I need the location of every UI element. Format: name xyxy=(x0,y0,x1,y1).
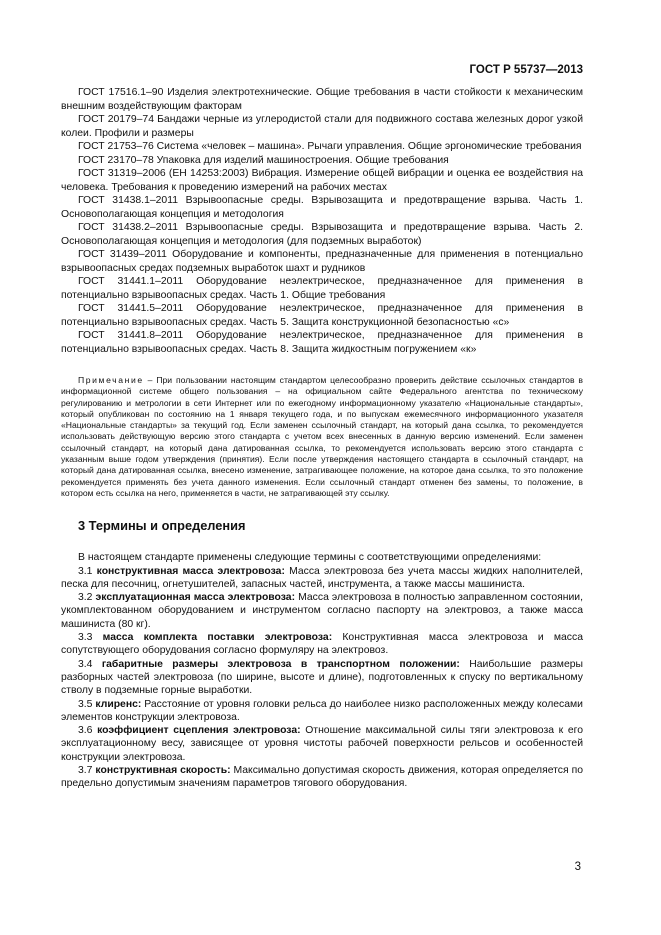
term-definition xyxy=(61,764,583,791)
terms-list xyxy=(61,551,583,790)
term-number: 3.4 xyxy=(78,658,102,670)
term-number: 3.3 xyxy=(78,632,103,644)
normative-references-list xyxy=(61,86,583,356)
reference-item: ГОСТ 23170–78 Упаковка для изделий машиностроения. Общие требования xyxy=(78,154,449,166)
reference-item: ГОСТ 31441.1–2011 Оборудование неэлектрическое, предназначенное для применения в потенциально взрывоопасных средах. Часть 1. Общие требования xyxy=(61,276,583,301)
term-definition xyxy=(61,591,583,631)
term-name: конструктивная масса электровоза: xyxy=(96,565,285,577)
reference-item: ГОСТ 31439–2011 Оборудование и компоненты, предназначенные для применения в потенциально взрывоопасных средах подземных выработок шахт и рудников xyxy=(61,249,583,274)
term-text: Наибольшие размеры разборных частей электровоза (по ширине, высоте и длине), подготовленных к спуску по вертикальному стволу в подземные горные выработки. xyxy=(61,658,583,697)
term-number: 3.6 xyxy=(78,725,98,737)
term-text: Масса электровоза без учета массы жидких наполнителей, песка для песочниц, огнетушителей, запасных частей, инструмента, а также массы машиниста. xyxy=(61,565,583,590)
section-title: 3 Термины и определения xyxy=(78,518,246,534)
term-definition xyxy=(61,658,583,698)
reference-item: ГОСТ 31319–2006 (ЕН 14253:2003) Вибрация. Измерение общей вибрации и оценка ее воздействия на человека. Требования к проведению измерений на рабочих местах xyxy=(61,168,583,193)
reference-item: ГОСТ 17516.1–90 Изделия электротехнические. Общие требования в части стойкости к механическим внешним воздействующим факторам xyxy=(61,87,583,112)
note-paragraph xyxy=(61,375,583,499)
term-text: Конструктивная масса электровоза и масса сопутствующего оборудования согласно формуляру на электровоз. xyxy=(61,632,583,657)
term-name: эксплуатационная масса электровоза: xyxy=(95,592,296,604)
terms-intro: В настоящем стандарте применены следующие термины с соответствующими определениями: xyxy=(78,552,542,564)
term-name: клиренс: xyxy=(95,698,142,710)
document-id-header: ГОСТ Р 55737—2013 xyxy=(469,64,583,76)
term-number: 3.5 xyxy=(78,698,96,710)
term-name: конструктивная скорость: xyxy=(95,765,231,777)
term-text: Масса электровоза в полностью заправленном состоянии, укомплектованном оборудованием и инструментом согласно паспорту на электровоз, а также масса машиниста (80 кг). xyxy=(61,592,583,630)
note-label: Примечание xyxy=(78,375,144,385)
reference-item: ГОСТ 20179–74 Бандажи черные из углеродистой стали для подвижного состава железных дорог узкой колеи. Профили и размеры xyxy=(61,114,583,139)
term-definition xyxy=(61,698,583,725)
term-text: Расстояние от уровня головки рельса до наиболее низко расположенных между колесами элементов конструкции электровоза. xyxy=(61,698,583,723)
reference-item: ГОСТ 31438.1–2011 Взрывоопасные среды. Взрывозащита и предотвращение взрыва. Часть 1. Основополагающая концепция и методология xyxy=(61,195,583,220)
term-definition xyxy=(61,565,583,592)
term-name: масса комплекта поставки электровоза: xyxy=(102,632,333,644)
term-text: Отношение максимальной силы тяги электровоза к его эксплуатационному весу, зависящее от уровня чистоты рабочей поверхности рельсов и особенностей конструкции электровоза. xyxy=(61,725,583,763)
reference-item: ГОСТ 21753–76 Система «человек – машина». Рычаги управления. Общие эргономические требования xyxy=(78,141,582,152)
note-text: – При пользовании настоящим стандартом целесообразно проверить действие ссылочных стандартов в информационной системе общего пользования – на официальном сайте Федерального агентства по техническому регулированию и метрологии в сети Интернет или по ежегодному информационному указателю «Национальные стандарты», который опубликован по состоянию на 1 января текущего года, и по выпускам ежемесячного информационного указателя «Национальные стандарты» за текущий год. Если заменен ссылочный стандарт, на который дана ссылка, то рекомендуется использовать действующую версию этого стандарта с учетом всех внесенных в данную версию изменений. Если заменен ссылочный стандарт, на который дана датированная ссылка, то рекомендуется использовать версию этого стандарта с указанным выше годом утверждения (принятия). Если после утверждения настоящего стандарта в ссылочный стандарт, на который дана датированная ссылка, внесено изменение, затрагивающее положение, на которое дана ссылка, то это положение рекомендуется применять без учета данного изменения. Если ссылочный стандарт отменен без замены, то положение, в котором есть ссылка на него, применяется в части, не затрагивающей эту ссылку. xyxy=(61,375,583,498)
term-number: 3.1 xyxy=(78,565,97,577)
term-number: 3.2 xyxy=(78,592,96,604)
reference-item: ГОСТ 31438.2–2011 Взрывоопасные среды. Взрывозащита и предотвращение взрыва. Часть 2. Основополагающая концепция и методология (для подземных выработок) xyxy=(61,222,583,247)
term-definition xyxy=(61,631,583,658)
reference-item: ГОСТ 31441.8–2011 Оборудование неэлектрическое, предназначенное для применения в потенциально взрывоопасных средах. Часть 8. Защита жидкостным погружением «к» xyxy=(61,330,583,355)
term-name: габаритные размеры электровоза в транспортном положении: xyxy=(101,658,460,670)
term-definition xyxy=(61,724,583,764)
term-name: коэффициент сцепления электровоза: xyxy=(97,725,301,737)
term-number: 3.7 xyxy=(78,765,96,777)
page-number: 3 xyxy=(574,861,581,873)
page-body xyxy=(61,86,583,791)
term-text: Максимально допустимая скорость движения, которая определяется по предельно допустимым значениям параметров тягового оборудования. xyxy=(61,765,583,790)
reference-item: ГОСТ 31441.5–2011 Оборудование неэлектрическое, предназначенное для применения в потенциально взрывоопасных средах. Часть 5. Защита конструкционной безопасностью «с» xyxy=(61,303,583,328)
